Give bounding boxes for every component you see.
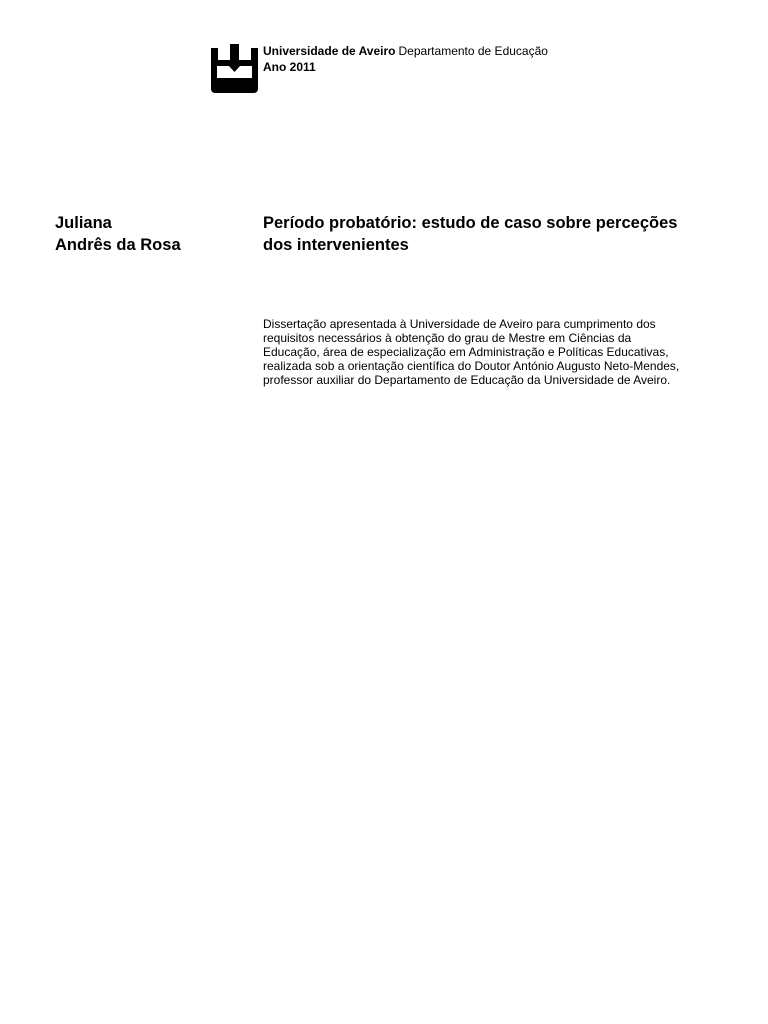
- university-name: Universidade de Aveiro: [263, 44, 396, 58]
- description-line: realizada sob a orientação científica do Doutor António Augusto Neto-Mendes,: [263, 359, 680, 373]
- department-name: Departamento de Educação: [398, 44, 548, 58]
- institution-header: [263, 43, 548, 75]
- author-first-name: Juliana: [55, 214, 112, 232]
- description-line: professor auxiliar do Departamento de Educação da Universidade de Aveiro.: [263, 373, 671, 387]
- author-surname: Andrês da Rosa: [55, 236, 181, 254]
- description-line: Educação, área de especialização em Administração e Políticas Educativas,: [263, 345, 669, 359]
- dissertation-title: [263, 212, 743, 256]
- title-line: Período probatório: estudo de caso sobre perceções: [263, 214, 678, 232]
- author-name: [55, 212, 181, 256]
- dissertation-description: [263, 317, 743, 387]
- university-logo-icon: [211, 44, 259, 94]
- year-label: Ano 2011: [263, 60, 316, 74]
- description-line: requisitos necessários à obtenção do grau de Mestre em Ciências da: [263, 331, 632, 345]
- title-line: dos intervenientes: [263, 236, 409, 254]
- description-line: Dissertação apresentada à Universidade de Aveiro para cumprimento dos: [263, 317, 656, 331]
